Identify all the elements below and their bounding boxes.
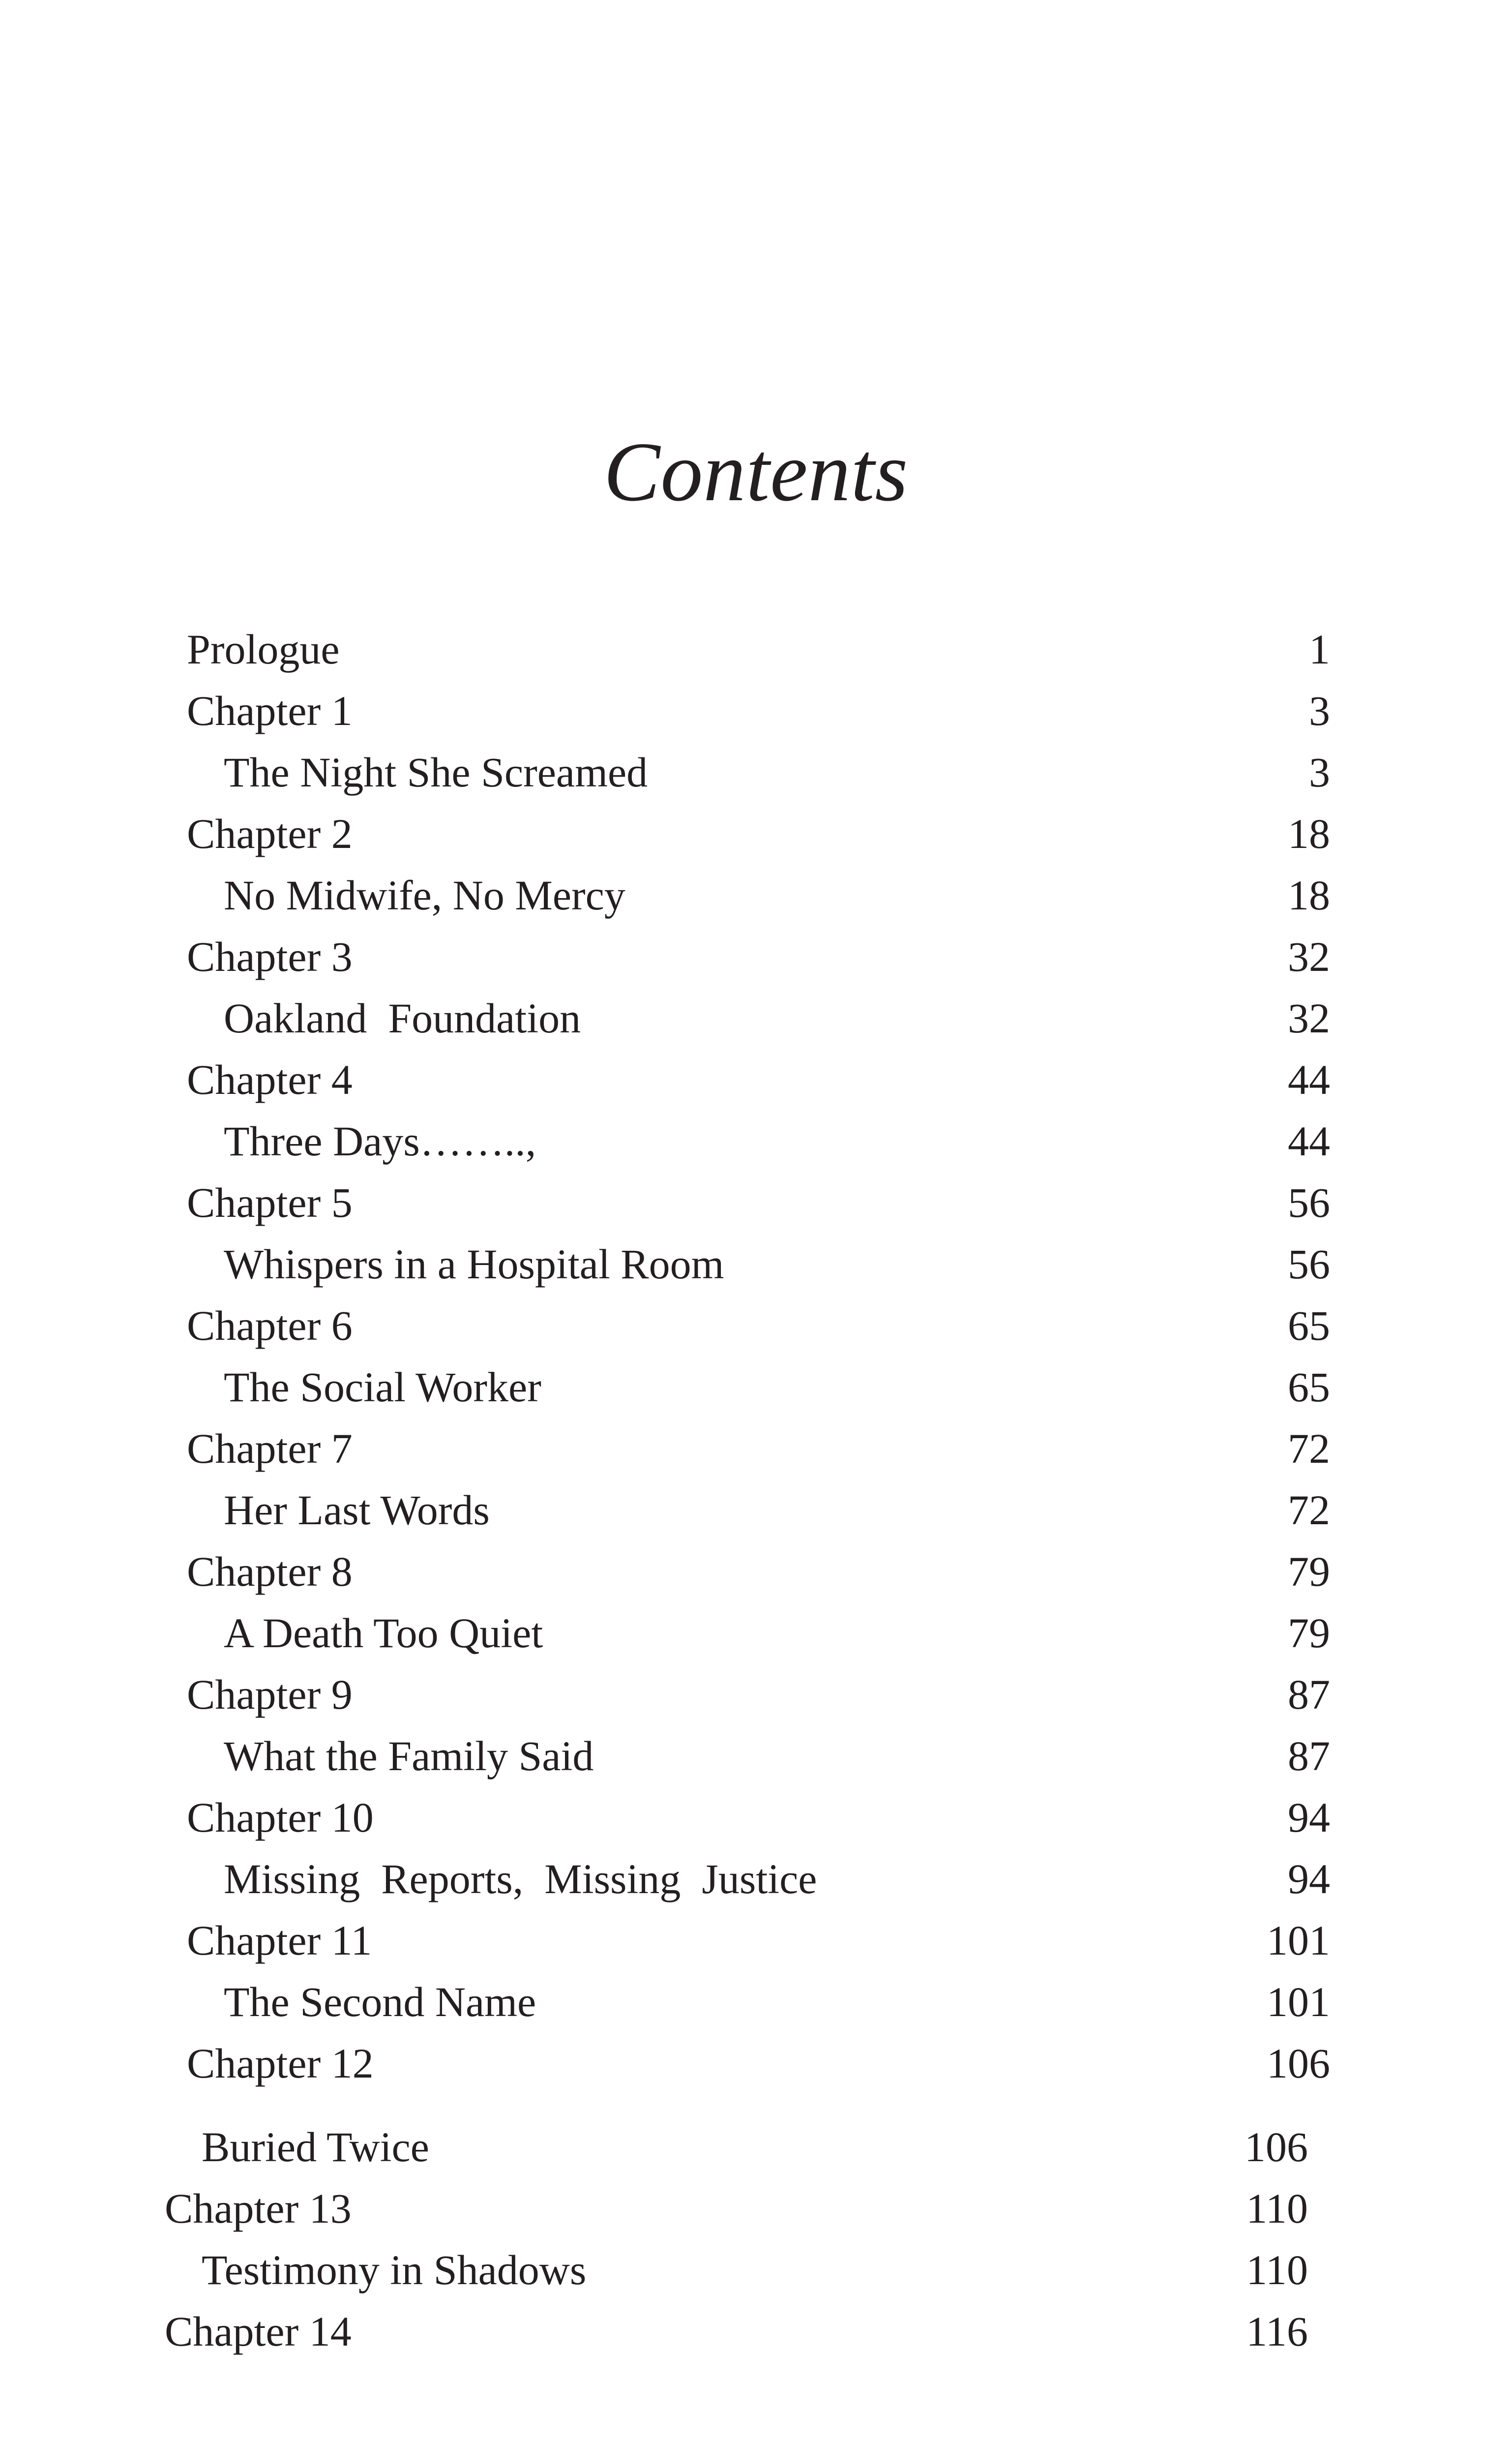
toc-entry-chapter-6[interactable] (187, 1295, 1330, 1357)
toc-entry-label: Missing Reports, Missing Justice (224, 1855, 817, 1902)
toc-entry-chapter-13[interactable] (165, 2178, 1308, 2239)
toc-entry-chapter-2-title[interactable] (187, 865, 1330, 926)
toc-entry-label: Chapter 10 (187, 1794, 374, 1841)
toc-entry-page: 87 (1288, 1732, 1330, 1779)
toc-entry-chapter-3[interactable] (187, 926, 1330, 988)
toc-entry-page: 101 (1267, 1978, 1330, 2025)
toc-entry-page: 110 (1246, 2246, 1308, 2293)
toc-entry-prologue[interactable] (187, 619, 1330, 680)
toc-entry-page: 72 (1288, 1486, 1330, 1534)
toc-entry-label: Oakland Foundation (224, 995, 581, 1042)
toc-entry-chapter-11[interactable] (187, 1910, 1330, 1971)
toc-entry-chapter-5[interactable] (187, 1172, 1330, 1234)
toc-entry-label: Buried Twice (202, 2123, 429, 2171)
toc-entry-label: Chapter 3 (187, 933, 353, 980)
toc-entry-page: 18 (1288, 810, 1330, 857)
toc-entry-page: 56 (1288, 1240, 1330, 1288)
toc-entry-page: 3 (1309, 687, 1330, 734)
toc-entry-page: 79 (1288, 1609, 1330, 1657)
toc-entry-label: The Second Name (224, 1978, 536, 2025)
toc-entry-label: Chapter 13 (165, 2185, 352, 2232)
toc-entry-label: Three Days…….., (224, 1117, 536, 1165)
toc-entry-chapter-10[interactable] (187, 1787, 1330, 1848)
toc-entry-chapter-7[interactable] (187, 1418, 1330, 1479)
toc-entry-page: 72 (1288, 1425, 1330, 1472)
toc-entry-chapter-1-title[interactable] (187, 742, 1330, 803)
toc-entry-page: 3 (1309, 749, 1330, 796)
toc-entry-label: Chapter 5 (187, 1179, 353, 1226)
toc-entry-page: 44 (1288, 1117, 1330, 1165)
toc-entry-chapter-4[interactable] (187, 1049, 1330, 1111)
toc-entry-label: Whispers in a Hospital Room (224, 1240, 724, 1288)
toc-entry-label: What the Family Said (224, 1732, 594, 1779)
toc-entry-chapter-3-title[interactable] (187, 988, 1330, 1049)
toc-entry-label: Her Last Words (224, 1486, 490, 1534)
toc-entry-label: Chapter 4 (187, 1056, 353, 1103)
toc-entry-page: 32 (1288, 995, 1330, 1042)
toc-entry-label: Prologue (187, 626, 340, 673)
toc-entry-page: 110 (1246, 2185, 1308, 2232)
toc-entry-page: 56 (1288, 1179, 1330, 1226)
toc-entry-page: 79 (1288, 1548, 1330, 1595)
toc-entry-label: Chapter 11 (187, 1917, 372, 1964)
toc-entry-chapter-10-title[interactable] (187, 1848, 1330, 1910)
page-title: Contents (603, 425, 909, 519)
toc-entry-label: Chapter 2 (187, 810, 353, 857)
toc-entry-chapter-6-title[interactable] (187, 1357, 1330, 1418)
toc-entry-chapter-9-title[interactable] (187, 1725, 1330, 1787)
toc-entry-label: Chapter 1 (187, 687, 353, 734)
toc-entry-label: Chapter 6 (187, 1302, 353, 1349)
toc-entry-chapter-2[interactable] (187, 803, 1330, 865)
toc-entry-chapter-5-title[interactable] (187, 1234, 1330, 1295)
toc-entry-page: 94 (1288, 1855, 1330, 1902)
toc-entry-chapter-7-title[interactable] (187, 1479, 1330, 1541)
toc-entry-label: Testimony in Shadows (202, 2246, 587, 2293)
toc-entry-chapter-11-title[interactable] (187, 1971, 1330, 2033)
toc-entry-chapter-8-title[interactable] (187, 1602, 1330, 1664)
toc-entry-chapter-8[interactable] (187, 1541, 1330, 1602)
toc-entry-chapter-12[interactable] (187, 2033, 1330, 2094)
toc-entry-page: 32 (1288, 933, 1330, 980)
toc-entry-chapter-4-title[interactable] (187, 1111, 1330, 1172)
toc-entry-page: 44 (1288, 1056, 1330, 1103)
toc-entry-page: 94 (1288, 1794, 1330, 1841)
toc-entry-page: 65 (1288, 1363, 1330, 1411)
toc-entry-label: The Social Worker (224, 1363, 541, 1411)
toc-entry-page: 18 (1288, 872, 1330, 919)
toc-entry-label: Chapter 14 (165, 2308, 352, 2355)
toc-entry-page: 106 (1245, 2123, 1308, 2171)
toc-entry-page: 116 (1246, 2308, 1308, 2355)
toc-entry-page: 1 (1309, 626, 1330, 673)
toc-entry-label: Chapter 7 (187, 1425, 353, 1472)
toc-entry-page: 65 (1288, 1302, 1330, 1349)
toc-entry-page: 101 (1267, 1917, 1330, 1964)
toc-entry-label: Chapter 12 (187, 2040, 374, 2087)
toc-entry-chapter-13-title[interactable] (165, 2239, 1308, 2301)
toc-entry-chapter-14[interactable] (165, 2301, 1308, 2362)
toc-entry-page: 106 (1267, 2040, 1330, 2087)
toc-entry-label: No Midwife, No Mercy (224, 872, 625, 919)
toc-entry-chapter-1[interactable] (187, 680, 1330, 742)
toc-entry-page: 87 (1288, 1671, 1330, 1718)
toc-entry-label: The Night She Screamed (224, 749, 648, 796)
toc-entry-chapter-9[interactable] (187, 1664, 1330, 1725)
toc-entry-label: Chapter 8 (187, 1548, 353, 1595)
toc-entry-chapter-12-title[interactable] (165, 2116, 1308, 2178)
toc-entry-label: Chapter 9 (187, 1671, 353, 1718)
toc-entry-label: A Death Too Quiet (224, 1609, 543, 1657)
